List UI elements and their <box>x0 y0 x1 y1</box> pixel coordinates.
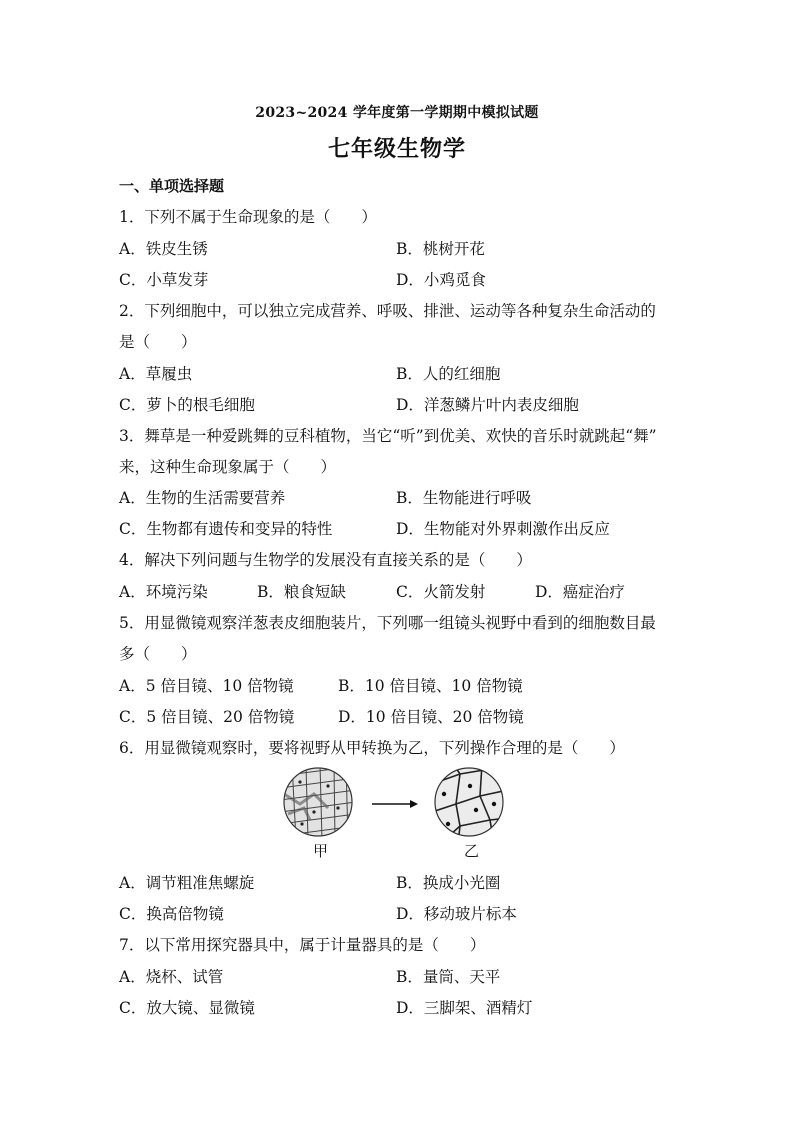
question-6-option-b: B．换成小光圈 <box>396 874 501 892</box>
question-2-option-b: B．人的红细胞 <box>396 365 501 383</box>
question-7-stem: 7．以下常用探究器具中，属于计量器具的是（ ） <box>119 936 486 954</box>
question-3-option-d: D．生物能对外界刺激作出反应 <box>396 520 610 538</box>
question-2-stem-line-2: 是（ ） <box>119 333 197 351</box>
question-5-option-d: D．10 倍目镜、20 倍物镜 <box>338 708 524 726</box>
question-1-option-d: D．小鸡觅食 <box>396 271 486 289</box>
exam-title: 七年级生物学 <box>327 136 466 162</box>
question-5-option-b: B．10 倍目镜、10 倍物镜 <box>338 677 523 695</box>
question-3-option-c: C．生物都有遗传和变异的特性 <box>119 520 333 538</box>
question-2-option-a: A．草履虫 <box>119 365 193 383</box>
question-7-option-c: C．放大镜、显微镜 <box>119 999 255 1017</box>
question-1-stem: 1．下列不属于生命现象的是（ ） <box>119 208 377 226</box>
question-1-option-a: A．铁皮生锈 <box>119 240 208 258</box>
question-4-option-d: D．癌症治疗 <box>535 583 625 601</box>
field-yi-image <box>432 764 508 844</box>
question-3-option-a: A．生物的生活需要营养 <box>119 489 286 507</box>
question-6-option-c: C．换高倍物镜 <box>119 905 224 923</box>
microscope-view-figure <box>280 764 510 860</box>
question-5-stem-line-1: 5．用显微镜观察洋葱表皮细胞装片，下列哪一组镜头视野中看到的细胞数目最 <box>119 614 656 632</box>
question-3-option-b: B．生物能进行呼吸 <box>396 489 532 507</box>
question-6-option-a: A．调节粗准焦螺旋 <box>119 874 255 892</box>
question-4-option-a: A．环境污染 <box>119 583 208 601</box>
question-2-stem-line-1: 2．下列细胞中，可以独立完成营养、呼吸、排泄、运动等各种复杂生命活动的 <box>119 302 656 320</box>
section-heading: 一、单项选择题 <box>119 177 225 195</box>
figure-label-yi: 乙 <box>464 842 480 860</box>
question-1-option-c: C．小草发芽 <box>119 271 209 289</box>
question-3-stem-line-1: 3．舞草是一种爱跳舞的豆科植物，当它“听”到优美、欢快的音乐时就跳起“舞” <box>119 427 657 445</box>
question-2-option-c: C．萝卜的根毛细胞 <box>119 396 255 414</box>
figure-label-jia: 甲 <box>313 842 329 860</box>
question-4-option-c: C．火箭发射 <box>396 583 486 601</box>
question-7-option-b: B．量筒、天平 <box>396 968 501 986</box>
question-6-option-d: D．移动玻片标本 <box>396 905 517 923</box>
question-6-stem: 6．用显微镜观察时，要将视野从甲转换为乙，下列操作合理的是（ ） <box>119 739 625 757</box>
question-7-option-d: D．三脚架、酒精灯 <box>396 999 533 1017</box>
question-4-stem: 4．解决下列问题与生物学的发展没有直接关系的是（ ） <box>119 551 532 569</box>
arrow-right-icon <box>372 800 418 808</box>
question-3-stem-line-2: 来，这种生命现象属于（ ） <box>119 458 337 476</box>
question-4-option-b: B．粮食短缺 <box>257 583 346 601</box>
question-5-stem-line-2: 多（ ） <box>119 645 197 663</box>
question-7-option-a: A．烧杯、试管 <box>119 968 224 986</box>
question-1-option-b: B．桃树开花 <box>396 240 485 258</box>
question-5-option-a: A．5 倍目镜、10 倍物镜 <box>119 677 294 695</box>
exam-subtitle: 2023~2024 学年度第一学期期中模拟试题 <box>255 105 539 121</box>
question-2-option-d: D．洋葱鳞片叶内表皮细胞 <box>396 396 579 414</box>
question-5-option-c: C．5 倍目镜、20 倍物镜 <box>119 708 295 726</box>
field-jia-image <box>280 764 356 840</box>
